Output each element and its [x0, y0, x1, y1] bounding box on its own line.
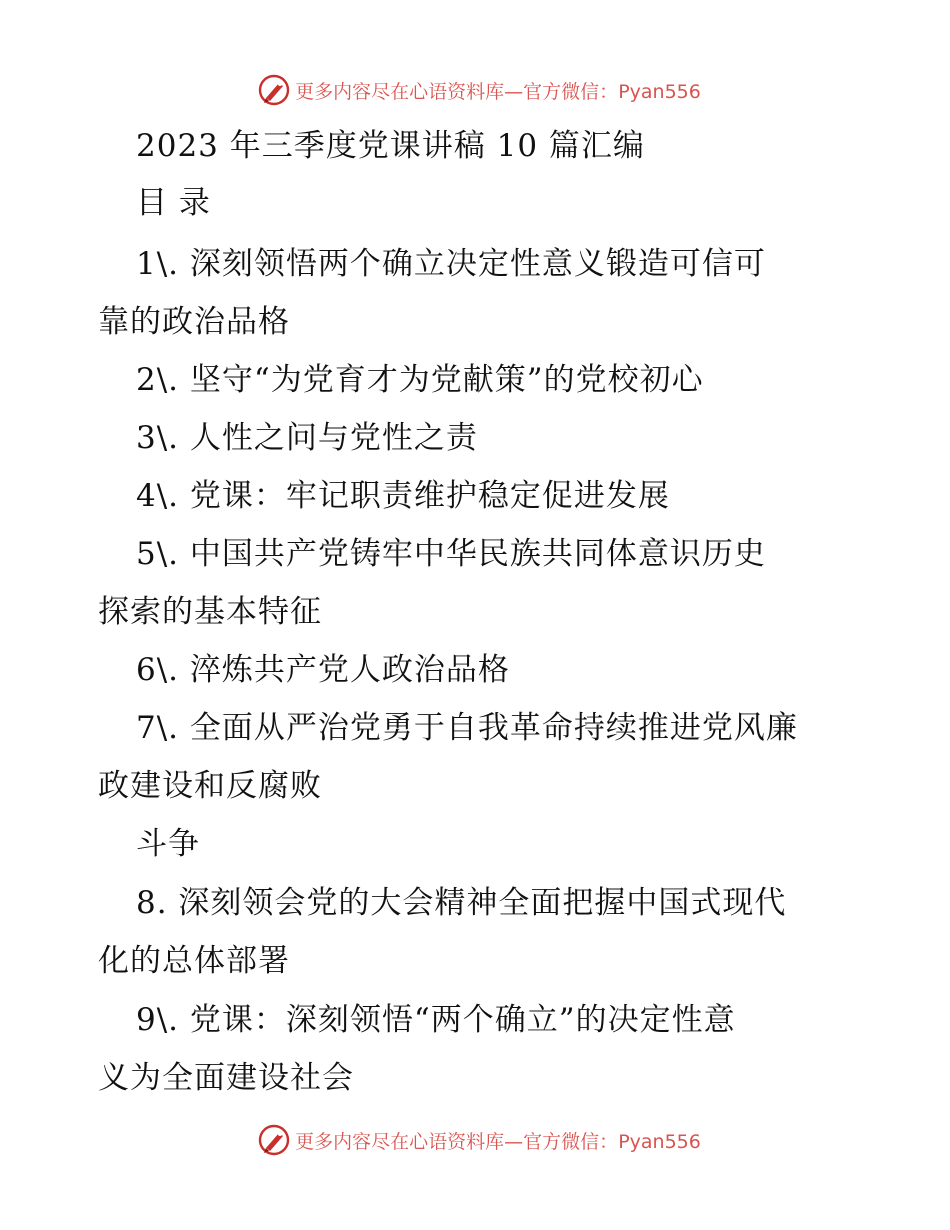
toc-item-1: 1\. 深刻领悟两个确立决定性意义锻造可信可 — [136, 246, 766, 282]
pen-logo-icon — [257, 1123, 291, 1157]
watermark-banner-top — [0, 70, 950, 110]
toc-item-9-cont: 义为全面建设社会 — [98, 1060, 354, 1096]
watermark-wechat-id: Pyan556 — [618, 1130, 701, 1153]
toc-item-7: 7\. 全面从严治党勇于自我革命持续推进党风廉 — [136, 710, 798, 746]
toc-item-7-cont2: 斗争 — [136, 826, 200, 862]
toc-heading: 目 录 — [136, 185, 211, 221]
toc-item-8: 8. 深刻领会党的大会精神全面把握中国式现代 — [136, 885, 787, 921]
toc-item-3: 3\. 人性之问与党性之责 — [136, 420, 478, 456]
toc-item-8-cont: 化的总体部署 — [98, 943, 290, 979]
watermark-wechat-label: 官方微信： — [523, 1130, 619, 1153]
watermark-text: 更多内容尽在心语资料库 — [295, 1130, 505, 1153]
toc-item-5-cont: 探索的基本特征 — [98, 594, 322, 630]
watermark-wechat-label: 官方微信： — [523, 80, 619, 103]
document-title: 2023 年三季度党课讲稿 10 篇汇编 — [136, 128, 645, 164]
watermark-separator: — — [504, 80, 524, 103]
watermark-wechat-id: Pyan556 — [618, 80, 701, 103]
toc-item-9: 9\. 党课：深刻领悟“两个确立”的决定性意 — [136, 1002, 736, 1038]
toc-item-5: 5\. 中国共产党铸牢中华民族共同体意识历史 — [136, 536, 766, 572]
toc-item-7-cont: 政建设和反腐败 — [98, 768, 322, 804]
watermark-banner-bottom — [0, 1120, 950, 1160]
toc-item-4: 4\. 党课：牢记职责维护稳定促进发展 — [136, 478, 670, 514]
watermark-separator: — — [504, 1130, 524, 1153]
toc-item-2: 2\. 坚守“为党育才为党献策”的党校初心 — [136, 362, 704, 398]
pen-logo-icon — [257, 73, 291, 107]
toc-item-1-cont: 靠的政治品格 — [98, 304, 290, 340]
watermark-text: 更多内容尽在心语资料库 — [295, 80, 505, 103]
toc-item-6: 6\. 淬炼共产党人政治品格 — [136, 652, 510, 688]
